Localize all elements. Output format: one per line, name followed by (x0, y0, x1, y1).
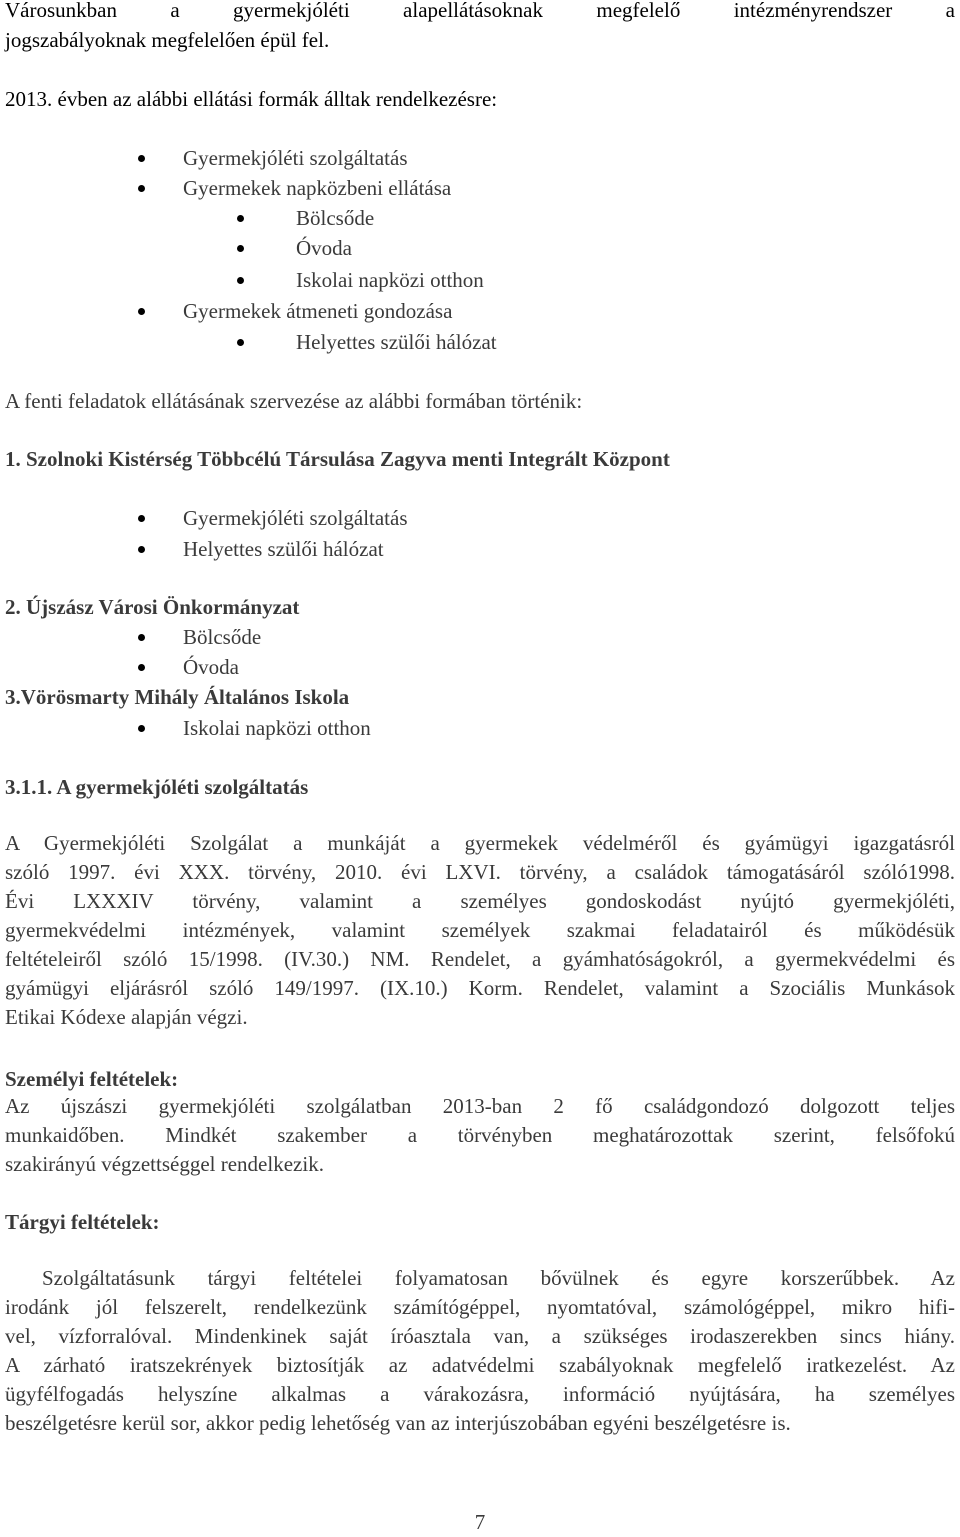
intro-line-2: jogszabályoknak megfelelően épül fel. (5, 28, 330, 52)
list-item: Iskolai napközi otthon (296, 265, 484, 295)
list-item: Gyermekek átmeneti gondozása (183, 296, 452, 326)
paragraph-line: ügyfélfogadás helyszíne alkalmas a várakozásra, információ nyújtására, ha személyes (5, 1382, 955, 1406)
bullet-icon (138, 308, 145, 315)
paragraph-line: gyámügyi eljárásról szóló 149/1997. (IX.10.) Korm. Rendelet, valamint a Szociális Munkások (5, 976, 955, 1000)
paragraph-line: gyermekvédelmi intézmények, valamint személyek szakmai feladatairól és működésük (5, 918, 955, 942)
intro-line-1: Városunkban a gyermekjóléti alapellátásoknak megfelelő intézményrendszer a (5, 0, 955, 22)
paragraph-line: beszélgetésre kerül sor, akkor pedig lehetőség van az interjúszobában egyéni beszélgetésre is. (5, 1411, 791, 1435)
paragraph-line: irodánk jól felszerelt, rendelkezünk számítógéppel, nyomtatóval, számológéppel, mikro hifi- (5, 1295, 955, 1319)
bullet-icon (138, 155, 145, 162)
page-number: 7 (474, 1510, 486, 1534)
list-item: Helyettes szülői hálózat (183, 534, 384, 564)
bullet-icon (237, 245, 244, 252)
list-item: Bölcsőde (296, 203, 374, 233)
material-heading: Tárgyi feltételek: (5, 1210, 160, 1234)
bullet-icon (237, 277, 244, 284)
legal-paragraph (5, 829, 955, 1032)
paragraph-line: A Gyermekjóléti Szolgálat a munkáját a gyermekek védelméről és gyámügyi igazgatásról (5, 831, 955, 855)
provider-title-3: 3.Vörösmarty Mihály Általános Iskola (5, 685, 350, 709)
paragraph-line: feltételeiről szóló 15/1998. (IV.30.) NM. Rendelet, a gyámhatóságokról, a gyermekvédelmi és (5, 947, 955, 971)
bullet-icon (237, 215, 244, 222)
personal-paragraph (5, 1092, 955, 1179)
list-item: Óvoda (296, 233, 352, 263)
paragraph-line: Az újszászi gyermekjóléti szolgálatban 2013-ban 2 fő családgondozó dolgozott teljes (5, 1094, 955, 1118)
paragraph-line: Szolgáltatásunk tárgyi feltételei folyamatosan bővülnek és egyre korszerűbbek. Az (42, 1266, 955, 1290)
paragraph-line: Etikai Kódexe alapján végzi. (5, 1005, 248, 1029)
list-item: Helyettes szülői hálózat (296, 327, 497, 357)
provider-title-1: 1. Szolnoki Kistérség Többcélú Társulása Zagyva menti Integrált Központ (5, 447, 670, 471)
list-item: Bölcsőde (183, 622, 261, 652)
paragraph-line: vel, vízforralóval. Mindenkinek saját íróasztala van, a szükséges irodaszerekben sincs hiány. (5, 1324, 955, 1348)
bullet-icon (138, 515, 145, 522)
material-paragraph (5, 1264, 955, 1438)
paragraph-line: Évi LXXXIV törvény, valamint a személyes gondoskodást nyújtó gyermekjóléti, (5, 889, 955, 913)
list-item: Óvoda (183, 652, 239, 682)
paragraph-line: szakirányú végzettséggel rendelkezik. (5, 1152, 324, 1176)
intro-line-3: 2013. évben az alábbi ellátási formák álltak rendelkezésre: (5, 87, 498, 111)
section-heading: 3.1.1. A gyermekjóléti szolgáltatás (5, 775, 309, 799)
list-item: Gyermekjóléti szolgáltatás (183, 143, 408, 173)
bullet-icon (237, 339, 244, 346)
list-item: Iskolai napközi otthon (183, 713, 371, 743)
bullet-icon (138, 185, 145, 192)
provider-title-2: 2. Újszász Városi Önkormányzat (5, 595, 300, 619)
bullet-icon (138, 725, 145, 732)
personal-heading: Személyi feltételek: (5, 1067, 179, 1091)
paragraph-line: munkaidőben. Mindkét szakember a törvényben meghatározottak szerint, felsőfokú (5, 1123, 955, 1147)
bullet-icon (138, 546, 145, 553)
bullet-icon (138, 634, 145, 641)
list-item: Gyermekek napközbeni ellátása (183, 173, 451, 203)
paragraph-line: szóló 1997. évi XXX. törvény, 2010. évi LXVI. törvény, a családok támogatásáról szóló1998. (5, 860, 955, 884)
bullet-icon (138, 664, 145, 671)
paragraph-line: A zárható iratszekrények biztosítják az adatvédelmi szabályoknak megfelelő iratkezelést. Az (5, 1353, 955, 1377)
list-item: Gyermekjóléti szolgáltatás (183, 503, 408, 533)
organization-intro: A fenti feladatok ellátásának szervezése az alábbi formában történik: (5, 389, 583, 413)
